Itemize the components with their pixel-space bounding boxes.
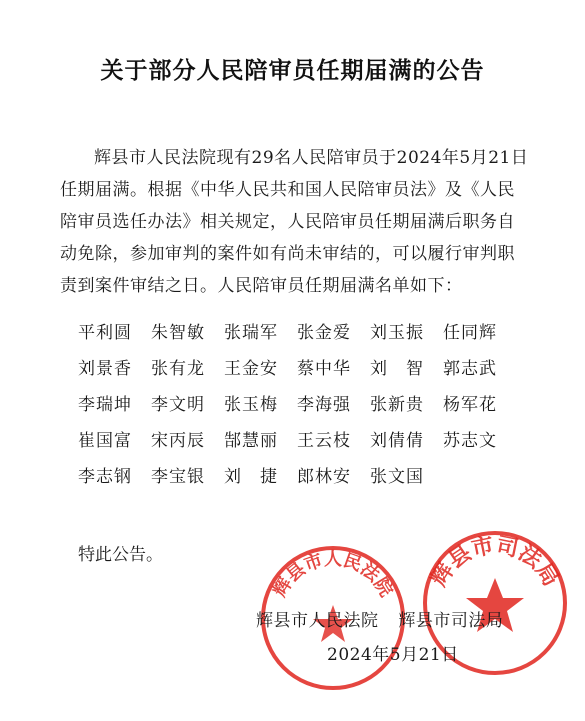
juror-name: 张文国 (370, 467, 424, 487)
juror-name: 李宝银 (151, 467, 205, 487)
closing-line: 特此公告。 (78, 545, 163, 565)
notice-date: 2024年5月21日 (327, 645, 459, 665)
juror-name: 张金爱 (297, 323, 351, 343)
juror-name: 张瑞军 (224, 323, 278, 343)
juror-name: 李志钢 (78, 467, 132, 487)
juror-name: 刘玉振 (370, 323, 424, 343)
signer-justice-bureau: 辉县市司法局 (398, 611, 504, 631)
juror-name: 苏志文 (443, 431, 497, 451)
name-row (78, 318, 516, 354)
name-row (78, 426, 516, 462)
juror-name: 杨军花 (443, 395, 497, 415)
juror-name: 李海强 (297, 395, 351, 415)
juror-name: 平利圆 (78, 323, 132, 343)
juror-name: 郭志武 (443, 359, 497, 379)
juror-name: 宋丙辰 (151, 431, 205, 451)
juror-name: 刘 捷 (224, 467, 278, 487)
juror-name: 王云枝 (297, 431, 351, 451)
juror-name-list (78, 318, 516, 498)
juror-name: 刘 智 (370, 359, 424, 379)
juror-name: 王金安 (224, 359, 278, 379)
juror-name: 郜慧丽 (224, 431, 278, 451)
juror-name: 李瑞坤 (78, 395, 132, 415)
juror-name: 朱智敏 (151, 323, 205, 343)
name-row (78, 462, 516, 498)
juror-name: 李文明 (151, 395, 205, 415)
juror-name: 郎林安 (297, 467, 351, 487)
juror-name: 张有龙 (151, 359, 205, 379)
juror-name: 张新贵 (370, 395, 424, 415)
juror-name: 崔国富 (78, 431, 132, 451)
juror-name: 刘景香 (78, 359, 132, 379)
juror-name: 任同辉 (443, 323, 497, 343)
notice-paragraph: 辉县市人民法院现有29名人民陪审员于2024年5月21日任期届满。根据《中华人民共和国人民陪审员法》及《人民陪审员选任办法》相关规定，人民陪审员任期届满后职务自动免除，参加审判的案件如有尚未审结的，可以履行审判职责到案件审结之日。人民陪审员任期届满名单如下： (60, 148, 529, 296)
signer-court: 辉县市人民法院 (256, 611, 379, 631)
juror-name: 蔡中华 (297, 359, 351, 379)
signers (256, 606, 517, 631)
svg-text:辉县市人民法院: 辉县市人民法院 (269, 549, 397, 601)
name-row (78, 390, 516, 426)
name-row (78, 354, 516, 390)
juror-name: 张玉梅 (224, 395, 278, 415)
svg-text:辉县市司法局: 辉县市司法局 (426, 533, 564, 591)
notice-body (60, 142, 530, 302)
juror-name: 刘倩倩 (370, 431, 424, 451)
notice-title: 关于部分人民陪审员任期届满的公告 (100, 58, 485, 84)
